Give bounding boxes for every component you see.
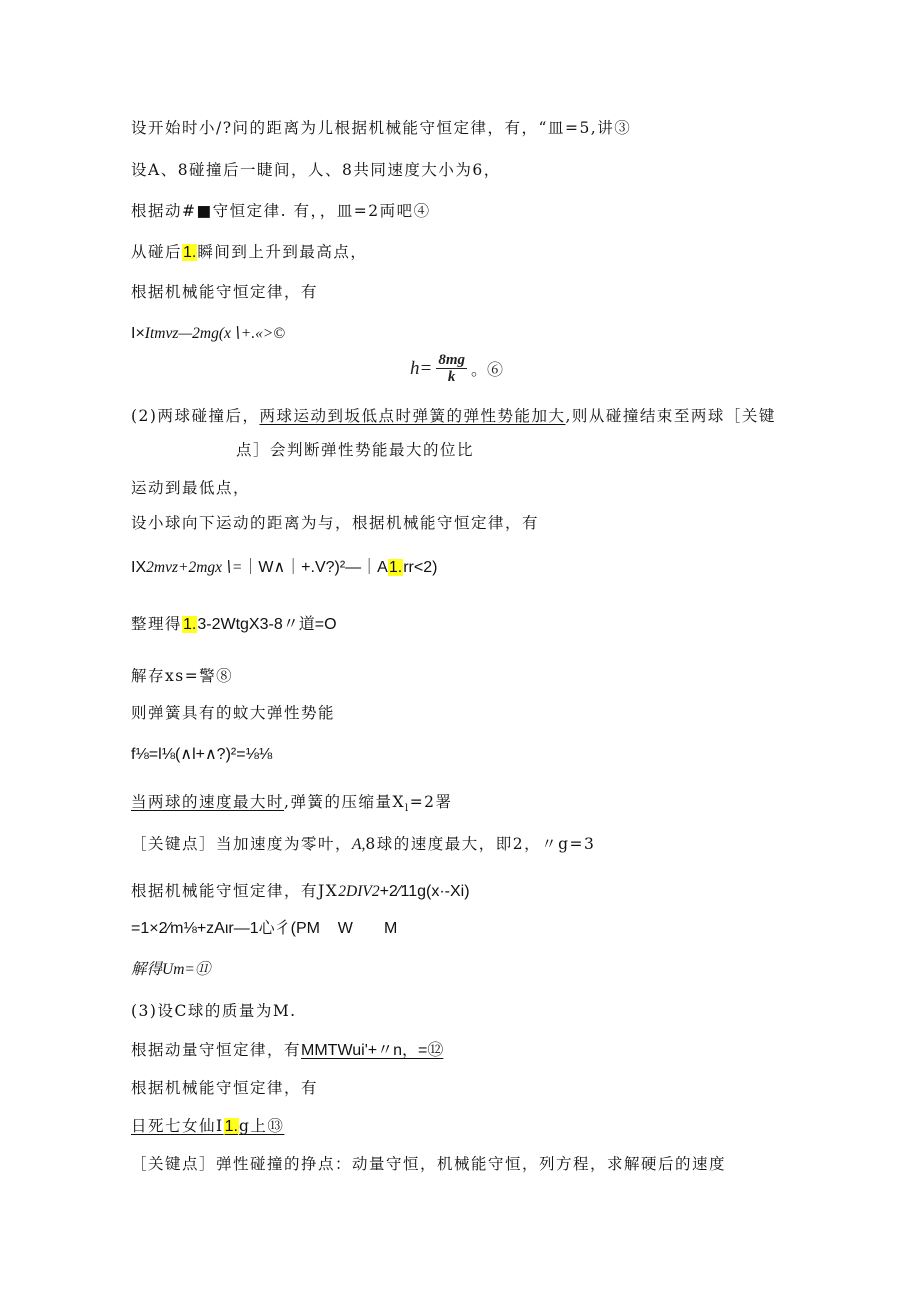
text-segment: rr<2) [403,559,438,576]
text-segment: ［关键点］当加速度为零叶， [131,835,353,853]
text-segment: 根据动量守恒定律，有 [131,1041,302,1059]
underlined-text: 日死七女仙I [131,1117,224,1135]
text-line-22 [131,1040,443,1061]
text-line-7 [131,406,776,426]
formula-text: 2mvz+2mgx∖= [146,559,243,576]
text-line-4 [131,242,367,263]
formula-lhs: h= [410,357,433,379]
text-segment: 整理得 [131,615,183,633]
highlight: 1. [224,1118,238,1135]
highlight: 1. [388,559,403,576]
text-line-21: (3)设C球的质量为M. [131,1002,297,1020]
fraction [436,352,467,385]
text-line-24 [131,1116,284,1137]
text-line-5: 根据机械能守恒定律，有 [131,283,319,301]
formula-tail: 。⑥ [471,362,504,379]
formula-h [410,352,503,385]
text-line-19: =1×2⁄m⅛+zAιr—1心彳(PM W M [131,920,398,937]
underlined-text: 当两球的速度最大时 [131,793,285,811]
text-line-1: 设开始时小/?问的距离为儿根据机械能守恒定律，有，“皿=5,讲③ [131,119,632,137]
subscript: l [404,803,410,815]
text-line-10: 设小球向下运动的距离为与，根据机械能守恒定律，有 [131,514,540,532]
text-segment: ,则从碰撞结束至两球［关键 [565,407,776,425]
fraction-numerator: 8mg [438,352,465,368]
text-line-16 [131,792,453,819]
text-line-6 [131,323,285,344]
text-segment: 3-2WtgX3-8〃道=O [197,616,337,633]
text-segment: (2)两球碰撞后， [131,407,260,425]
text-segment: 根据机械能守恒定律，有JX [131,882,339,900]
text-segment: 从碰后 [131,243,183,261]
text-line-11 [131,557,437,578]
underlined-text: MMTWui'+〃n，=⑫ [301,1042,444,1059]
underlined-text: 两球运动到坂低点时弹簧的弹性势能加大 [259,407,566,425]
text-line-18 [131,881,470,902]
highlight: 1. [183,244,197,261]
text-line-3: 根据动#■守恒定律. 有，，皿=2両吧④ [131,202,431,220]
formula-text: Itmvz—2mg(x∖+.«>© [144,325,286,342]
italic-text: A, [352,836,366,853]
text-segment: IX [131,559,147,576]
text-line-15: f⅛=l⅛(∧l+∧?)²=⅛⅛ [131,746,273,763]
text-line-20: 解得Um=⑪ [131,961,211,978]
text-line-25: ［关键点］弹性碰撞的挣点：动量守恒，机械能守恒，列方程，求解硬后的速度 [131,1155,727,1173]
text-segment: 8球的速度最大，即2，〃g=3 [365,835,596,853]
text-line-2: 设A、8碰撞后一睫间，人、8共同速度大小为6， [131,161,501,179]
text-line-14: 则弹簧具有的蚊大弹性势能 [131,704,336,722]
text-segment: I× [131,325,145,342]
text-line-8: 点］会判断弹性势能最大的位比 [236,441,475,459]
text-line-12 [131,614,337,635]
text-segment: 瞬间到上升到最高点， [197,243,368,261]
text-segment: ,弹簧的压缩量X [284,793,405,811]
text-segment: ｜W∧｜+.V?)²—｜A [242,559,388,576]
text-line-9: 运动到最低点， [131,479,251,497]
formula-text: 2DIV2 [338,883,380,900]
text-line-13: 解存xs=警⑧ [131,667,234,685]
text-segment: +2⁄11g(x·-Xi) [379,883,470,900]
text-line-23: 根据机械能守恒定律，有 [131,1079,319,1097]
underlined-text: g上⑬ [238,1117,285,1135]
text-line-17 [131,834,595,855]
highlight: 1. [183,616,197,633]
text-segment: =2署 [409,793,453,811]
fraction-denominator: k [447,369,456,385]
